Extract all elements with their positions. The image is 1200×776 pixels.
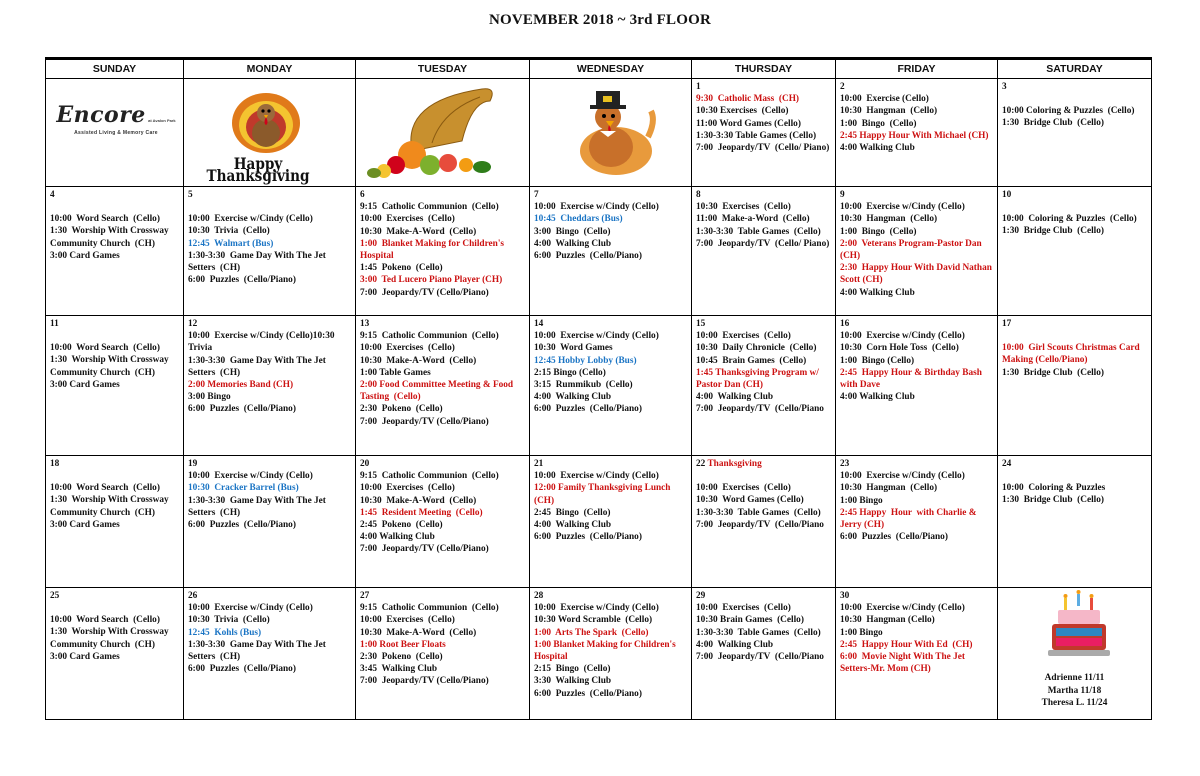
event-entry: 10:00 Coloring & Puzzles (Cello) xyxy=(1002,106,1135,117)
event-entry: 7:00 Jeopardy/TV (Cello/ Piano) xyxy=(696,143,830,154)
event-entry: 10:30 Hangman (Cello) xyxy=(840,106,938,117)
weekday-header-tuesday: TUESDAY xyxy=(356,60,530,79)
event-entry: 6:00 Puzzles (Cello/Piano) xyxy=(840,532,948,543)
event-entry: 1:00 Bingo xyxy=(840,495,883,506)
day-number: 14 xyxy=(534,319,544,329)
day-number: 3 xyxy=(1002,82,1007,92)
calendar-day-15 xyxy=(692,316,836,456)
event-entry: 1:30 Bridge Club (Cello) xyxy=(1002,367,1105,378)
event-entry: 1:00 Bingo (Cello) xyxy=(840,355,915,366)
event-entry: 2:00 Food Committee Meeting & Food Tasting (Cello) xyxy=(360,380,516,403)
day-number: 22 Thanksgiving xyxy=(696,459,762,469)
event-entry: 7:00 Jeopardy/TV (Cello/Piano) xyxy=(360,544,489,555)
event-entry: 6:00 Puzzles (Cello/Piano) xyxy=(188,520,296,531)
event-entry: 1:30-3:30 Game Day With The Jet Setters (CH) xyxy=(188,250,329,274)
event-entry: 3:15 Rummikub (Cello) xyxy=(534,380,633,391)
weekday-header-monday: MONDAY xyxy=(184,60,356,79)
day-number: 13 xyxy=(360,319,370,329)
spacer xyxy=(50,330,180,342)
spacer xyxy=(50,470,180,482)
day-label: Thanksgiving xyxy=(705,459,762,469)
event-entry: 3:00 Bingo (Cello) xyxy=(534,226,611,237)
event-entry: 10:00 Exercises (Cello) xyxy=(360,343,455,354)
logo-tagline: Assisted Living & Memory Care xyxy=(74,130,158,137)
event-entry: 10:00 Exercise w/Cindy (Cello) xyxy=(534,603,659,614)
event-entry: 10:00 Exercise w/Cindy (Cello) xyxy=(534,331,659,342)
day-number: 28 xyxy=(534,591,544,601)
event-entry: 2:00 Memories Band (CH) xyxy=(188,380,294,391)
event-entry: 10:00 Exercise w/Cindy (Cello)10:30 Trivia xyxy=(188,331,337,354)
event-entry: 10:30 Make-A-Word (Cello) xyxy=(360,495,477,506)
birthday-cell xyxy=(998,588,1152,720)
weekday-header-sunday: SUNDAY xyxy=(46,60,184,79)
event-entry: 10:45 Cheddars (Bus) xyxy=(534,214,623,225)
event-entry: 10:00 Exercises (Cello) xyxy=(360,214,455,225)
spacer xyxy=(50,602,180,614)
happy-thanksgiving-text: Happy Thanksgiving xyxy=(206,153,310,185)
event-entry: 4:00 Walking Club xyxy=(840,287,915,298)
event-entry: 1:30 Bridge Club (Cello) xyxy=(1002,118,1105,129)
event-entry: 4:00 Walking Club xyxy=(534,392,612,403)
event-entry: 12:45 Hobby Lobby (Bus) xyxy=(534,355,637,366)
event-entry: 10:00 Exercise w/Cindy (Cello) xyxy=(840,603,965,614)
event-entry: 10:45 Brain Games (Cello) xyxy=(696,355,807,366)
event-entry: 4:00 Walking Club xyxy=(696,392,774,403)
day-number: 25 xyxy=(50,591,60,601)
calendar-day-7 xyxy=(530,187,692,316)
day-number: 21 xyxy=(534,459,544,469)
day-number: 19 xyxy=(188,459,198,469)
event-entry: 1:30 Worship With Crossway Community Church (CH) xyxy=(50,495,171,518)
weekday-header-saturday: SATURDAY xyxy=(998,60,1152,79)
day-number: 20 xyxy=(360,459,370,469)
event-entry: 10:30 Exercises (Cello) xyxy=(696,202,791,213)
event-entry: 10:00 Exercise w/Cindy (Cello) xyxy=(188,214,313,225)
event-entry: 6:00 Puzzles (Cello/Piano) xyxy=(188,404,296,415)
day-number: 30 xyxy=(840,591,850,601)
birthday-list xyxy=(998,672,1151,709)
calendar-day-16 xyxy=(836,316,998,456)
calendar-day-20 xyxy=(356,456,530,588)
event-entry: 3:00 Card Games xyxy=(50,250,120,261)
event-entry: 4:00 Walking Club xyxy=(840,143,915,154)
calendar-day-8 xyxy=(692,187,836,316)
logo-wordmark: Encore xyxy=(56,102,146,128)
event-entry: 1:00 Bingo (Cello) xyxy=(840,226,917,237)
calendar-day-24 xyxy=(998,456,1152,588)
event-entry: 2:30 Pokeno (Cello) xyxy=(360,652,443,663)
event-entry: 6:00 Puzzles (Cello/Piano) xyxy=(534,688,642,699)
day-number: 23 xyxy=(840,459,850,469)
calendar-day-14 xyxy=(530,316,692,456)
event-entry: 3:00 Ted Lucero Piano Player (CH) xyxy=(360,275,503,286)
event-entry: 3:00 Card Games xyxy=(50,379,120,390)
birthday-name: Martha 11/18 xyxy=(1047,685,1102,696)
event-entry: 1:30 Worship With Crossway Community Church (CH) xyxy=(50,226,171,249)
spacer xyxy=(696,470,832,482)
calendar-day-13 xyxy=(356,316,530,456)
calendar-day-25 xyxy=(46,588,184,720)
event-entry: 10:00 Exercises (Cello) xyxy=(696,331,791,342)
spacer xyxy=(1002,93,1148,105)
event-entry: 3:00 Card Games xyxy=(50,651,120,662)
event-entry: 1:45 Resident Meeting (Cello) xyxy=(360,507,483,518)
event-entry: 10:00 Exercises (Cello) xyxy=(360,615,455,626)
event-entry: 7:00 Jeopardy/TV (Cello/Piano) xyxy=(360,676,489,687)
weekday-header-thursday: THURSDAY xyxy=(692,60,836,79)
calendar-day-2 xyxy=(836,79,998,187)
event-entry: 1:00 Table Games xyxy=(360,367,431,378)
birthday-cake-icon xyxy=(1044,590,1114,660)
event-entry: 10:30 Hangman (Cello) xyxy=(840,615,935,626)
event-entry: 10:30 Exercises (Cello) xyxy=(696,106,789,117)
calendar-day-27 xyxy=(356,588,530,720)
day-number: 7 xyxy=(534,190,539,200)
day-number: 8 xyxy=(696,190,701,200)
event-entry: 10:00 Exercise w/Cindy (Cello) xyxy=(840,331,965,342)
event-entry: 10:00 Exercises (Cello) xyxy=(696,483,791,494)
page-title: NOVEMBER 2018 ~ 3rd FLOOR xyxy=(489,12,711,28)
pilgrim-turkey-cell xyxy=(530,79,692,187)
event-entry: 4:00 Walking Club xyxy=(840,392,915,403)
encore-logo xyxy=(54,102,178,139)
event-entry: 10:30 Word Games xyxy=(534,343,613,354)
event-entry: 2:45 Happy Hour With Ed (CH) xyxy=(840,639,973,650)
spacer xyxy=(1002,470,1148,482)
calendar-day-4 xyxy=(46,187,184,316)
event-entry: 1:30 Bridge Club (Cello) xyxy=(1002,226,1105,237)
event-entry: 10:00 Word Search (Cello) xyxy=(50,483,160,494)
day-number: 27 xyxy=(360,591,370,601)
calendar-day-23 xyxy=(836,456,998,588)
event-entry: 10:30 Word Scramble (Cello) xyxy=(534,615,653,626)
event-entry: 7:00 Jeopardy/TV (Cello/Piano) xyxy=(360,416,489,427)
event-entry: 4:00 Walking Club xyxy=(534,520,612,531)
event-entry: 6:00 Puzzles (Cello/Piano) xyxy=(188,664,296,675)
event-entry: 7:00 Jeopardy/TV (Cello/ Piano) xyxy=(696,238,830,249)
event-entry: 2:15 Bingo (Cello) xyxy=(534,664,611,675)
event-entry: 7:00 Jeopardy/TV (Cello/Piano xyxy=(696,652,824,663)
calendar-day-1 xyxy=(692,79,836,187)
event-entry: 9:15 Catholic Communion (Cello) xyxy=(360,202,499,213)
event-entry: 4:00 Walking Club xyxy=(696,639,774,650)
event-entry: 6:00 Movie Night With The Jet Setters-Mr. Mom (CH) xyxy=(840,652,968,675)
event-entry: 10:00 Girl Scouts Christmas Card Making (Cello/Piano) xyxy=(1002,343,1142,366)
event-entry: 10:30 Trivia (Cello) xyxy=(188,226,270,237)
event-entry: 10:00 Exercise w/Cindy (Cello) xyxy=(534,471,659,482)
event-entry: 3:45 Walking Club xyxy=(360,664,438,675)
day-number: 15 xyxy=(696,319,706,329)
event-entry: 10:30 Hangman (Cello) xyxy=(840,214,938,225)
event-entry: 1:30 Worship With Crossway Community Church (CH) xyxy=(50,627,171,650)
day-number: 4 xyxy=(50,190,55,200)
calendar-day-21 xyxy=(530,456,692,588)
event-entry: 1:45 Thanksgiving Program w/ Pastor Dan (CH) xyxy=(696,367,822,391)
logo-cell xyxy=(46,79,184,187)
calendar-day-3 xyxy=(998,79,1152,187)
event-entry: 1:30-3:30 Game Day With The Jet Setters (CH) xyxy=(188,639,329,663)
event-entry: 2:45 Bingo (Cello) xyxy=(534,507,611,518)
event-entry: 10:30 Hangman (Cello) xyxy=(840,483,938,494)
event-entry: 9:15 Catholic Communion (Cello) xyxy=(360,603,499,614)
event-entry: 1:30-3:30 Table Games (Cello) xyxy=(696,130,817,141)
day-number: 5 xyxy=(188,190,193,200)
birthday-name: Theresa L. 11/24 xyxy=(1041,697,1108,708)
calendar-day-9 xyxy=(836,187,998,316)
event-entry: 1:30-3:30 Table Games (Cello) xyxy=(696,226,821,237)
event-entry: 10:00 Word Search (Cello) xyxy=(50,214,160,225)
event-entry: 10:00 Exercise w/Cindy (Cello) xyxy=(188,471,313,482)
event-entry: 10:30 Make-A-Word (Cello) xyxy=(360,226,477,237)
cornucopia-cell xyxy=(356,79,530,187)
calendar-day-10 xyxy=(998,187,1152,316)
event-entry: 10:30 Brain Games (Cello) xyxy=(696,615,804,626)
event-entry: 10:00 Word Search (Cello) xyxy=(50,343,160,354)
event-entry: 4:00 Walking Club xyxy=(534,238,612,249)
weekday-header-wednesday: WEDNESDAY xyxy=(530,60,692,79)
calendar-day-5 xyxy=(184,187,356,316)
calendar-day-12 xyxy=(184,316,356,456)
day-number: 29 xyxy=(696,591,706,601)
event-entry: 10:00 Exercise (Cello) xyxy=(840,94,929,105)
day-number: 18 xyxy=(50,459,60,469)
event-entry: 1:00 Blanket Making for Children's Hospital xyxy=(360,238,507,262)
day-number: 17 xyxy=(1002,319,1012,329)
event-entry: 2:45 Happy Hour With Michael (CH) xyxy=(840,130,989,141)
event-entry: 10:00 Exercises (Cello) xyxy=(360,483,455,494)
day-number: 9 xyxy=(840,190,845,200)
calendar-day-17 xyxy=(998,316,1152,456)
event-entry: 9:15 Catholic Communion (Cello) xyxy=(360,331,499,342)
event-entry: 10:30 Daily Chronicle (Cello) xyxy=(696,343,817,354)
pilgrim-turkey-icon xyxy=(556,81,666,181)
event-entry: 6:00 Puzzles (Cello/Piano) xyxy=(534,404,642,415)
event-entry: 10:00 Exercise w/Cindy (Cello) xyxy=(534,202,659,213)
day-number: 10 xyxy=(1002,190,1012,200)
event-entry: 2:00 Veterans Program-Pastor Dan (CH) xyxy=(840,238,985,262)
day-number: 12 xyxy=(188,319,198,329)
calendar-day-22 xyxy=(692,456,836,588)
calendar-day-30 xyxy=(836,588,998,720)
day-number: 16 xyxy=(840,319,850,329)
event-entry: 3:00 Card Games xyxy=(50,519,120,530)
event-entry: 3:30 Walking Club xyxy=(534,676,612,687)
event-entry: 1:30 Worship With Crossway Community Church (CH) xyxy=(50,355,171,378)
event-entry: 2:45 Happy Hour & Birthday Bash with Dave xyxy=(840,367,985,391)
day-number: 6 xyxy=(360,190,365,200)
event-entry: 1:45 Pokeno (Cello) xyxy=(360,263,443,274)
event-entry: 2:45 Happy Hour with Charlie & Jerry (CH) xyxy=(840,507,979,531)
calendar-day-11 xyxy=(46,316,184,456)
turkey-icon xyxy=(206,85,326,155)
event-entry: 10:30 Trivia (Cello) xyxy=(188,615,270,626)
event-entry: 6:00 Puzzles (Cello/Piano) xyxy=(534,251,642,262)
spacer xyxy=(1002,201,1148,213)
calendar-day-26 xyxy=(184,588,356,720)
event-entry: 10:00 Exercise w/Cindy (Cello) xyxy=(188,603,313,614)
event-entry: 1:30-3:30 Game Day With The Jet Setters (CH) xyxy=(188,495,329,518)
event-entry: 10:30 Word Games (Cello) xyxy=(696,495,804,506)
event-entry: 10:30 Make-A-Word (Cello) xyxy=(360,627,477,638)
event-entry: 1:30-3:30 Table Games (Cello) xyxy=(696,507,821,518)
day-number: 1 xyxy=(696,82,701,92)
turkey-cell xyxy=(184,79,356,187)
event-entry: 11:00 Word Games (Cello) xyxy=(696,118,801,129)
cornucopia-icon xyxy=(362,81,522,181)
day-number: 2 xyxy=(840,82,845,92)
event-entry: 6:00 Puzzles (Cello/Piano) xyxy=(188,275,296,286)
event-entry: 10:30 Corn Hole Toss (Cello) xyxy=(840,343,959,354)
birthday-name: Adrienne 11/11 xyxy=(1044,673,1105,684)
event-entry: 11:00 Make-a-Word (Cello) xyxy=(696,214,810,225)
event-entry: 2:30 Happy Hour With David Nathan Scott (CH) xyxy=(840,263,995,286)
spacer xyxy=(50,201,180,213)
event-entry: 12:00 Family Thanksgiving Lunch (CH) xyxy=(534,483,673,506)
calendar-day-18 xyxy=(46,456,184,588)
event-entry: 12:45 Kohls (Bus) xyxy=(188,627,262,638)
event-entry: 1:30 Bridge Club (Cello) xyxy=(1002,495,1105,506)
event-entry: 10:00 Exercises (Cello) xyxy=(696,603,791,614)
event-entry: 1:00 Root Beer Floats xyxy=(360,639,446,650)
event-entry: 10:30 Make-A-Word (Cello) xyxy=(360,355,477,366)
event-entry: 9:30 Catholic Mass (CH) xyxy=(696,94,800,105)
event-entry: 3:00 Bingo xyxy=(188,392,231,403)
event-entry: 6:00 Puzzles (Cello/Piano) xyxy=(534,532,642,543)
event-entry: 4:00 Walking Club xyxy=(360,532,435,543)
logo-at: at Avalon Park xyxy=(148,118,176,123)
event-entry: 7:00 Jeopardy/TV (Cello/Piano xyxy=(696,404,824,415)
calendar-day-29 xyxy=(692,588,836,720)
day-number: 11 xyxy=(50,319,59,329)
spacer xyxy=(1002,330,1148,342)
event-entry: 1:30-3:30 Game Day With The Jet Setters (CH) xyxy=(188,355,329,378)
event-entry: 10:00 Exercise w/Cindy (Cello) xyxy=(840,202,965,213)
event-entry: 10:00 Coloring & Puzzles xyxy=(1002,483,1106,494)
event-entry: 2:45 Pokeno (Cello) xyxy=(360,520,443,531)
event-entry: 10:00 Word Search (Cello) xyxy=(50,615,160,626)
calendar-day-19 xyxy=(184,456,356,588)
event-entry: 12:45 Walmart (Bus) xyxy=(188,238,274,249)
event-entry: 10:00 Coloring & Puzzles (Cello) xyxy=(1002,214,1137,225)
event-entry: 7:00 Jeopardy/TV (Cello/Piano) xyxy=(360,287,489,298)
event-entry: 1:00 Bingo (Cello) xyxy=(840,118,917,129)
event-entry: 2:15 Bingo (Cello) xyxy=(534,367,606,378)
event-entry: 7:00 Jeopardy/TV (Cello/Piano xyxy=(696,519,824,530)
day-number: 26 xyxy=(188,591,198,601)
event-entry: 9:15 Catholic Communion (Cello) xyxy=(360,471,499,482)
event-entry: 1:30-3:30 Table Games (Cello) xyxy=(696,627,821,638)
event-entry: 10:00 Exercise w/Cindy (Cello) xyxy=(840,471,965,482)
calendar-grid xyxy=(45,57,1152,720)
calendar-day-6 xyxy=(356,187,530,316)
event-entry: 1:00 Bingo xyxy=(840,627,883,638)
day-number: 24 xyxy=(1002,459,1012,469)
calendar-day-28 xyxy=(530,588,692,720)
event-entry: 10:30 Cracker Barrel (Bus) xyxy=(188,483,299,494)
spacer xyxy=(188,201,352,213)
event-entry: 2:30 Pokeno (Cello) xyxy=(360,404,443,415)
event-entry: 1:00 Arts The Spark (Cello) xyxy=(534,627,649,638)
weekday-header-friday: FRIDAY xyxy=(836,60,998,79)
event-entry: 1:00 Blanket Making for Children's Hospital xyxy=(534,639,679,663)
